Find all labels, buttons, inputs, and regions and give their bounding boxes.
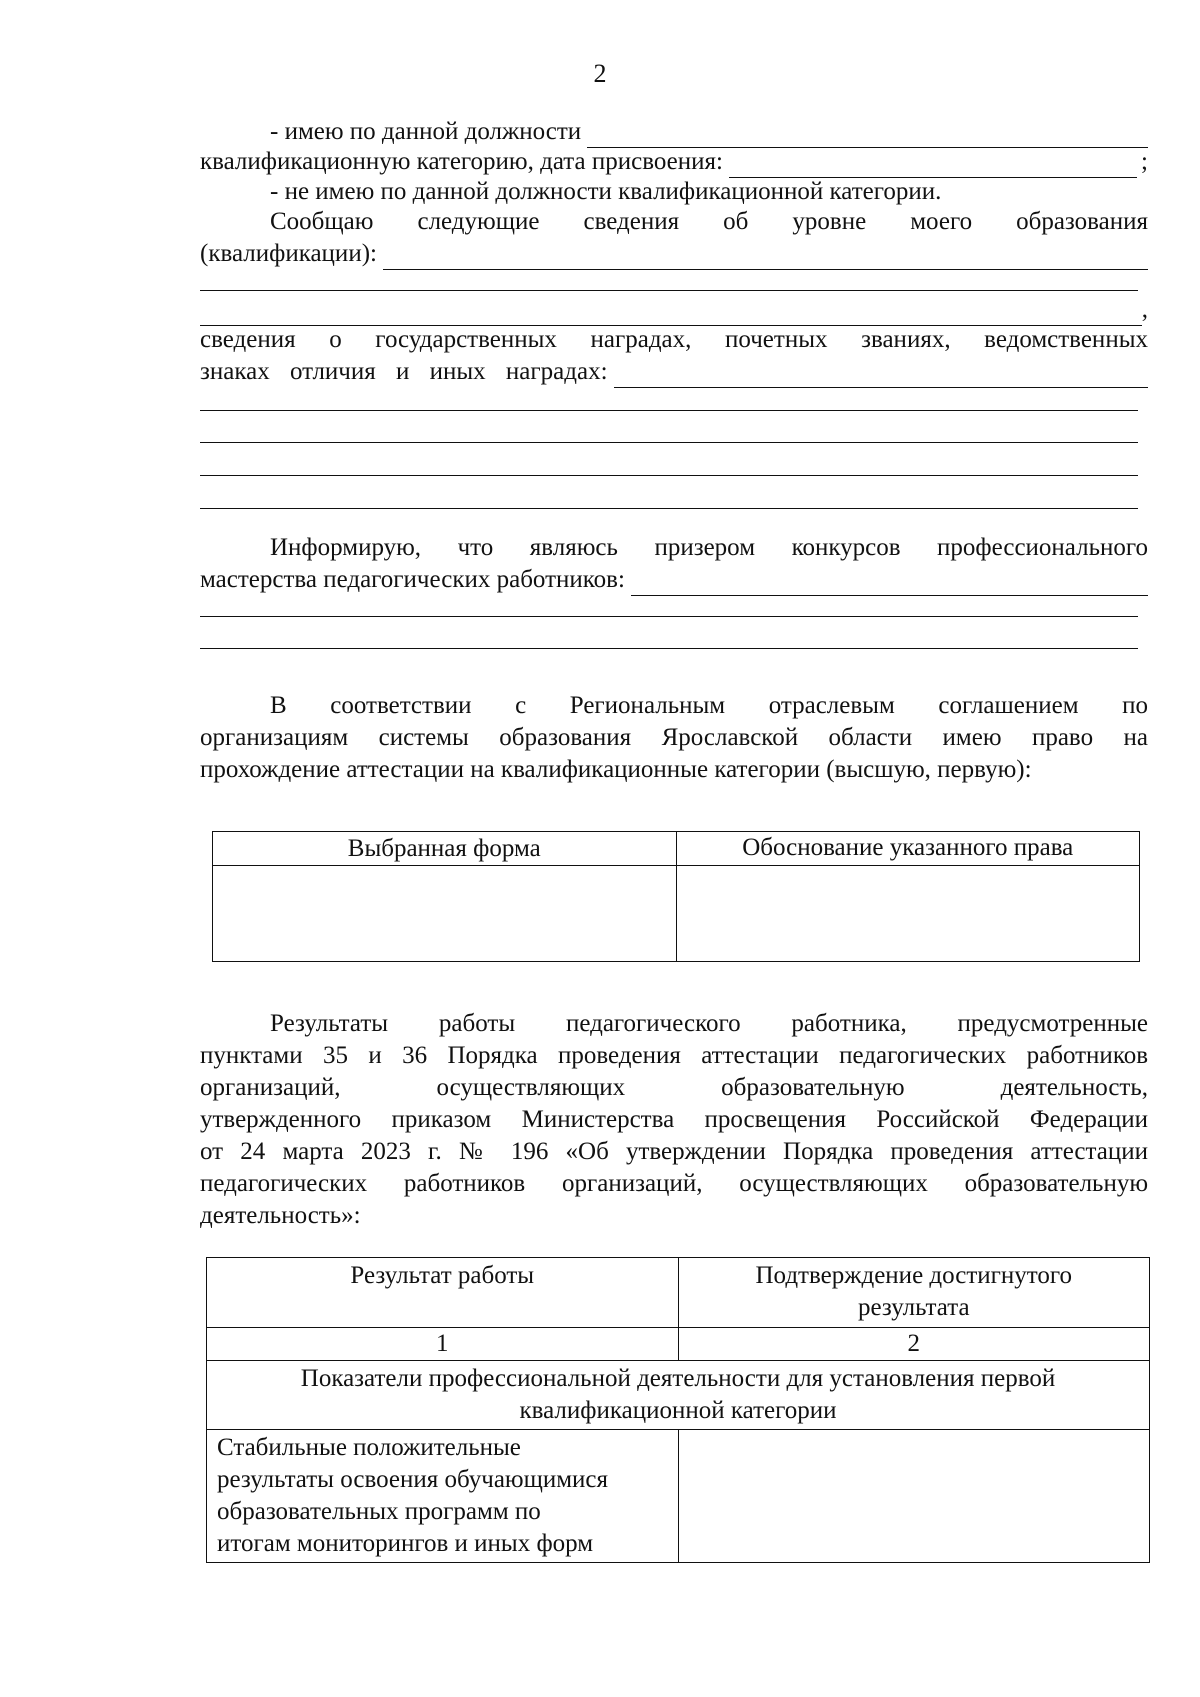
blank-field-education-3[interactable]: [200, 301, 1142, 326]
line-no-category: [200, 176, 1148, 208]
text-qualification-label: (квалификации):: [200, 240, 377, 267]
semicolon: ;: [1141, 148, 1148, 175]
section-heading-first-category: [207, 1361, 1150, 1430]
cell-result-confirmation[interactable]: [678, 1430, 1150, 1563]
paragraph-regional-agreement: [200, 690, 1148, 786]
column-number-2: 2: [678, 1328, 1150, 1361]
blank-line-contest-2[interactable]: [200, 616, 1138, 617]
line-assignment-date: [200, 146, 1148, 178]
blank-line-education-2[interactable]: [200, 290, 1138, 291]
text-awards-label: знаках отличия и иных наградах:: [200, 358, 608, 385]
table-chosen-form: [212, 831, 1140, 962]
line-education-intro: [200, 206, 1148, 238]
text-results-line: организаций, осуществляющих образовательную деятельность,: [200, 1074, 1148, 1101]
table-section-row: [207, 1361, 1150, 1430]
text-contest-label: мастерства педагогических работников:: [200, 566, 625, 593]
cell-chosen-form[interactable]: [213, 866, 677, 962]
blank-line-awards-5[interactable]: [200, 508, 1138, 509]
table-header-row: [207, 1258, 1150, 1328]
table-header-row: [213, 832, 1140, 866]
text-results-line: от 24 марта 2023 г. № 196 «Об утверждении Порядка проведения аттестации: [200, 1138, 1148, 1165]
comma: ,: [1141, 296, 1148, 323]
line-contest-intro: [200, 532, 1148, 564]
text-results-line: педагогических работников организаций, осуществляющих образовательную: [200, 1170, 1148, 1197]
header-chosen-form: Выбранная форма: [213, 832, 677, 866]
line-contest-label: [200, 564, 1148, 596]
header-work-result: Результат работы: [207, 1258, 679, 1328]
header-confirmation: [678, 1258, 1150, 1328]
header-confirmation-line: Подтверждение достигнутого: [755, 1262, 1073, 1289]
cell-justification[interactable]: [676, 866, 1140, 962]
header-justification: Обоснование указанного права: [676, 832, 1140, 866]
blank-field-awards[interactable]: [614, 363, 1148, 388]
blank-line-awards-2[interactable]: [200, 410, 1138, 411]
table-work-results: [206, 1257, 1150, 1563]
line-awards-label: [200, 356, 1148, 388]
line-awards-intro: [200, 324, 1148, 356]
text-results-line: утвержденного приказом Министерства просвещения Российской Федерации: [200, 1106, 1148, 1133]
text-education-intro: Сообщаю следующие сведения об уровне моего образования: [270, 208, 1148, 235]
text-awards-intro: сведения о государственных наградах, почетных званиях, ведомственных: [200, 326, 1148, 353]
text-no-category: - не имею по данной должности квалификационной категории.: [270, 178, 942, 205]
section-heading-line: квалификационной категории: [519, 1397, 837, 1424]
text-agreement-line: В соответствии с Региональным отраслевым соглашением по: [270, 692, 1148, 719]
line-qualification-label: [200, 238, 1148, 270]
line-education-3: [200, 294, 1148, 326]
blank-field-education[interactable]: [383, 245, 1148, 270]
table-row: [213, 866, 1140, 962]
section-heading-line: Показатели профессиональной деятельности для установления первой: [300, 1365, 1056, 1392]
paragraph-work-results: [200, 1008, 1148, 1232]
header-confirmation-line: результата: [857, 1294, 970, 1321]
table-row: [207, 1430, 1150, 1563]
table-number-row: [207, 1328, 1150, 1361]
indicator-line: итогам мониторингов и иных форм: [217, 1530, 594, 1557]
blank-field-position-category[interactable]: [587, 123, 1148, 148]
blank-line-awards-4[interactable]: [200, 475, 1138, 476]
column-number-1: 1: [207, 1328, 679, 1361]
blank-field-assignment-date[interactable]: [729, 153, 1137, 178]
blank-line-contest-3[interactable]: [200, 648, 1138, 649]
indicator-line: результаты освоения обучающимися: [217, 1466, 609, 1493]
text-results-line: деятельность»:: [200, 1202, 361, 1229]
text-assignment-date: квалификационную категорию, дата присвоения:: [200, 148, 723, 175]
text-have-category: - имею по данной должности: [270, 118, 582, 145]
indicator-line: Стабильные положительные: [217, 1434, 521, 1461]
cell-result-indicator: [207, 1430, 679, 1563]
indicator-line: образовательных программ по: [217, 1498, 541, 1525]
text-agreement-line: прохождение аттестации на квалификационные категории (высшую, первую):: [200, 756, 1032, 783]
page-number: 2: [593, 59, 607, 88]
blank-field-contest[interactable]: [631, 571, 1148, 596]
text-results-line: Результаты работы педагогического работника, предусмотренные: [270, 1010, 1148, 1037]
text-agreement-line: организациям системы образования Ярославской области имею право на: [200, 724, 1148, 751]
text-contest-intro: Информирую, что являюсь призером конкурсов профессионального: [270, 534, 1148, 561]
blank-line-awards-3[interactable]: [200, 442, 1138, 443]
line-qualification-have: [200, 116, 1148, 148]
text-results-line: пунктами 35 и 36 Порядка проведения аттестации педагогических работников: [200, 1042, 1148, 1069]
